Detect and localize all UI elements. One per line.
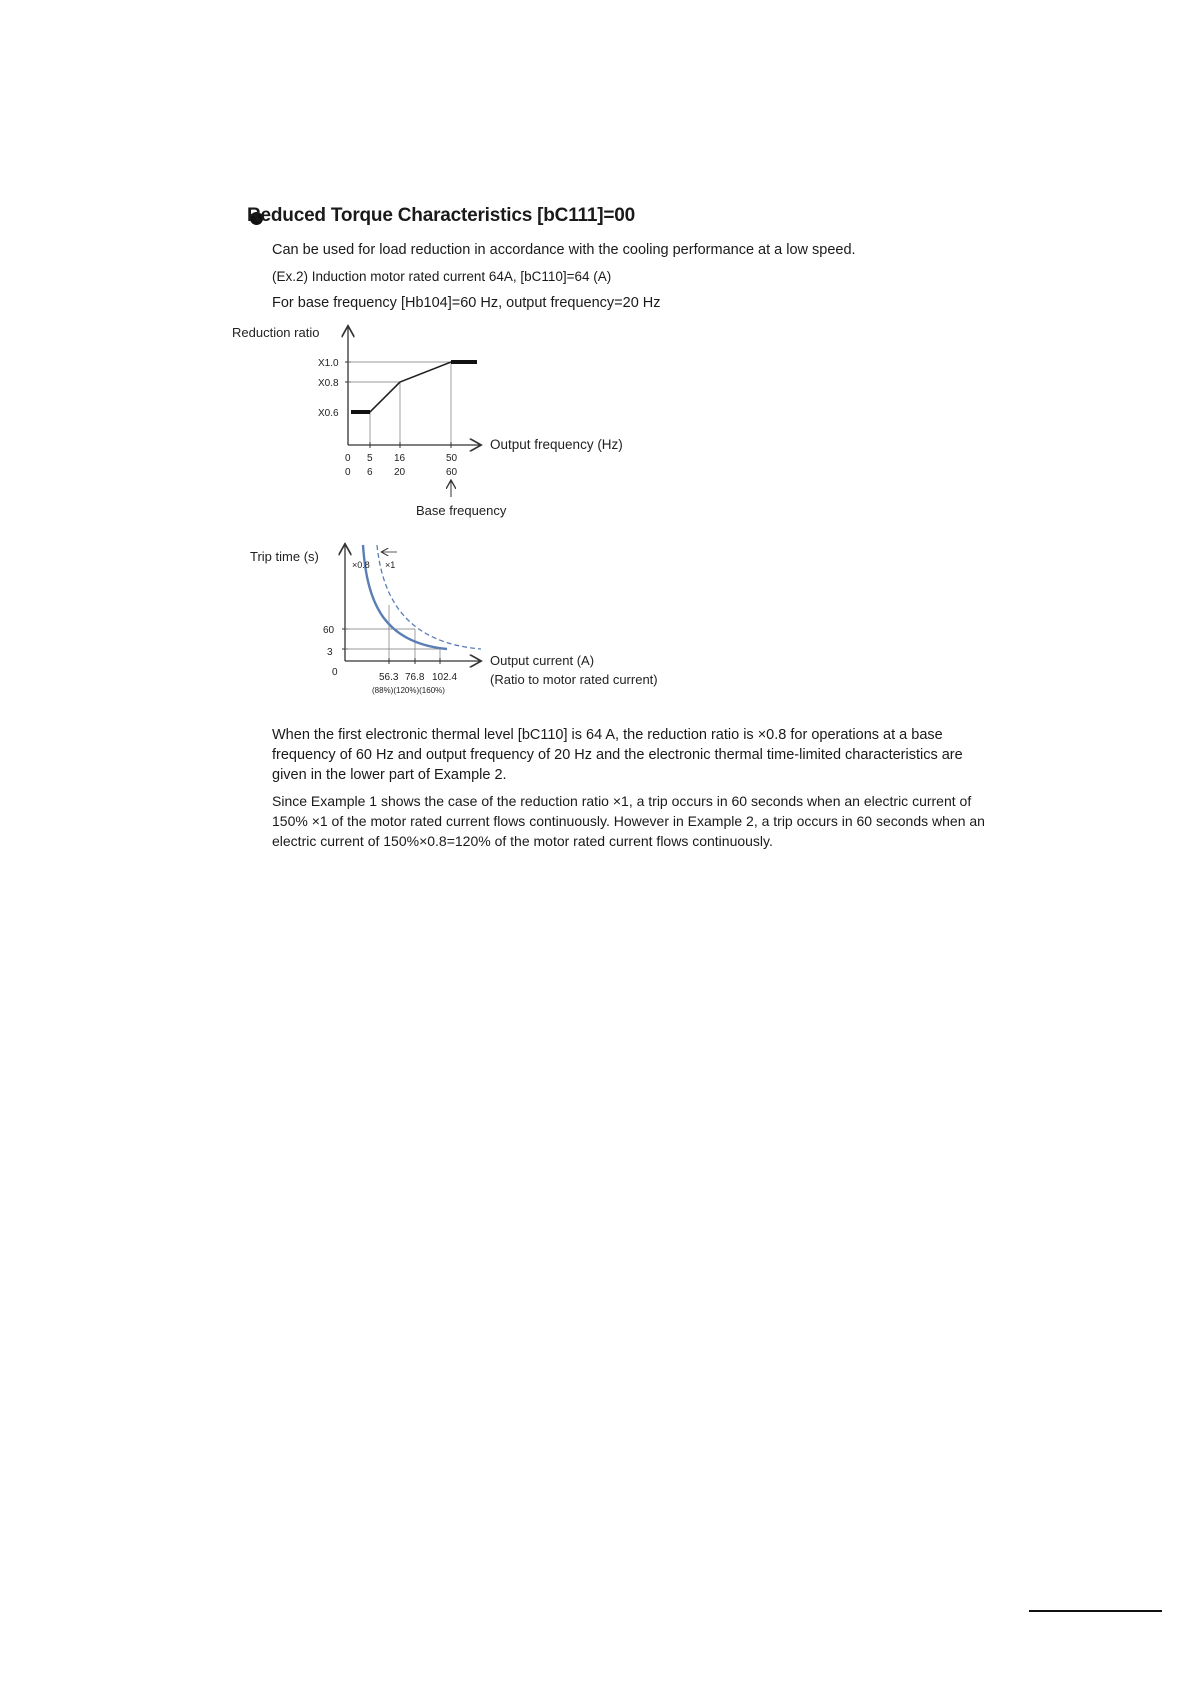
y-axis-label: Reduction ratio xyxy=(232,325,320,340)
x-tick-label: 102.4 xyxy=(432,672,458,683)
base-frequency-label: Base frequency xyxy=(416,503,507,518)
y-tick-label: X0.6 xyxy=(318,408,339,419)
x-axis-label: Output current (A) xyxy=(490,653,595,668)
y-tick-label: 60 xyxy=(323,625,335,636)
x-tick-label: 0 xyxy=(345,453,351,464)
x-tick-label: 76.8 xyxy=(405,672,425,683)
reduction-ratio-chart xyxy=(220,315,700,525)
trip-time-chart xyxy=(235,535,695,695)
x-tick-label: 20 xyxy=(394,467,406,478)
x-tick-label: 6 xyxy=(367,467,373,478)
reduction-curve xyxy=(351,362,477,412)
explanation-paragraph-2: Since Example 1 shows the case of the reduction ratio ×1, a trip occurs in 60 seconds when an electric current of 150% ×1 of the motor rated current flows continuously. However in Example 2, a trip occurs in 60 seconds when an electric current of 150%×0.8=120% of the motor rated current flows continuously. xyxy=(272,793,985,849)
x-axis-sublabel: (Ratio to motor rated current) xyxy=(490,672,658,687)
curve-label-x0.8: ×0.8 xyxy=(352,560,370,570)
y-tick-label: X0.8 xyxy=(318,378,339,389)
x-tick-label: 0 xyxy=(345,467,351,478)
intro-line: Can be used for load reduction in accordance with the cooling performance at a low speed. xyxy=(272,242,856,258)
footer-rule xyxy=(1029,1610,1162,1612)
x-tick-label: 16 xyxy=(394,453,406,464)
base-frequency-line: For base frequency [Hb104]=60 Hz, output frequency=20 Hz xyxy=(272,295,661,311)
x-axis-label: Output frequency (Hz) xyxy=(490,437,623,452)
y-tick-label: X1.0 xyxy=(318,358,339,369)
y-axis-label: Trip time (s) xyxy=(250,549,319,564)
x-tick-label: 50 xyxy=(446,453,458,464)
y-tick-label: 0 xyxy=(332,667,338,678)
x-ratio-labels: (88%)(120%)(160%) xyxy=(372,686,445,695)
example-line: (Ex.2) Induction motor rated current 64A, [bC110]=64 (A) xyxy=(272,269,612,284)
x-tick-label: 56.3 xyxy=(379,672,399,683)
explanation-paragraph-1: When the first electronic thermal level [bC110] is 64 A, the reduction ratio is ×0.8 for operations at a base frequency of 60 Hz and output frequency of 20 Hz and the electronic thermal time-limited characteristics are given in the lower part of Example 2. xyxy=(272,727,963,783)
y-tick-label: 3 xyxy=(327,647,333,658)
x-tick-label: 5 xyxy=(367,453,373,464)
x-tick-label: 60 xyxy=(446,467,458,478)
curve-x0.8 xyxy=(363,545,447,649)
curve-label-x1: ×1 xyxy=(385,560,396,570)
section-title: Reduced Torque Characteristics [bC111]=00 xyxy=(247,205,635,226)
